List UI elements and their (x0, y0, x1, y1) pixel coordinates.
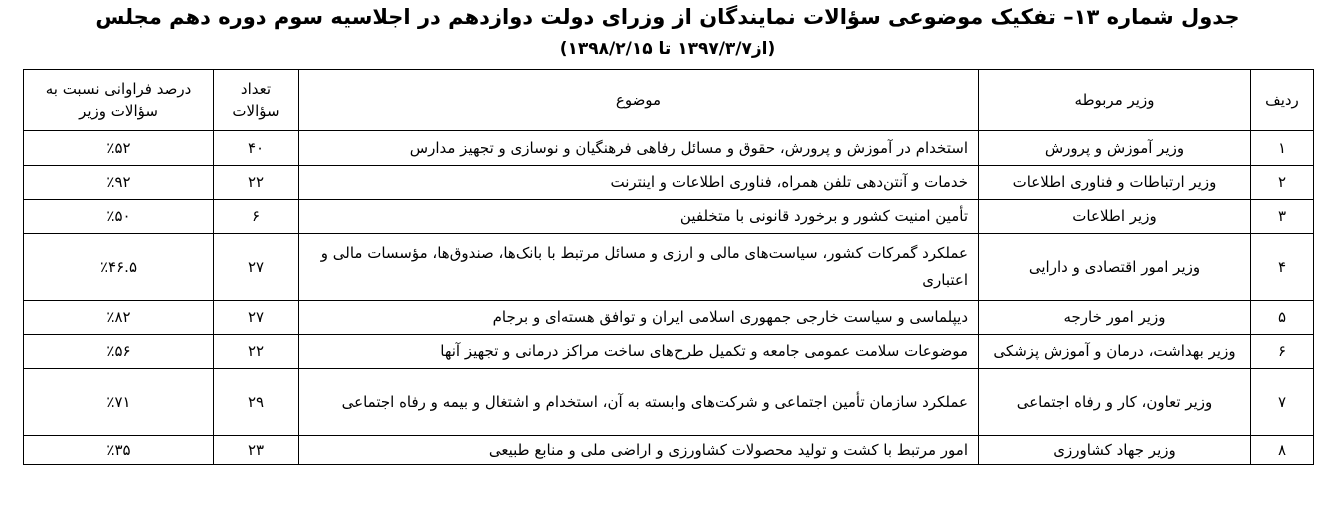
minister-cell: وزیر بهداشت، درمان و آموزش پزشکی (979, 335, 1251, 369)
percent-cell: ٪۵۰ (24, 200, 214, 234)
minister-cell: وزیر ارتباطات و فناوری اطلاعات (979, 166, 1251, 200)
minister-cell: وزیر جهاد کشاورزی (979, 436, 1251, 465)
row-number: ۳ (1251, 200, 1314, 234)
percent-cell: ٪۹۲ (24, 166, 214, 200)
count-cell: ۲۲ (214, 335, 299, 369)
header-minister: وزیر مربوطه (979, 70, 1251, 131)
page-subtitle: (از۱۳۹۷/۳/۷ تا ۱۳۹۸/۲/۱۵) (559, 39, 776, 59)
topic-cell: استخدام در آموزش و پرورش، حقوق و مسائل رفاهی فرهنگیان و نوسازی و تجهیز مدارس (299, 131, 979, 166)
page-title: جدول شماره ۱۳– تفکیک موضوعی سؤالات نمایندگان از وزرای دولت دوازدهم در اجلاسیه سوم دوره دهم مجلس (95, 5, 1240, 29)
row-number: ۱ (1251, 131, 1314, 166)
row-number: ۴ (1251, 234, 1314, 301)
questions-table (23, 69, 1314, 465)
minister-cell: وزیر تعاون، کار و رفاه اجتماعی (979, 369, 1251, 436)
table-row (24, 369, 1314, 436)
table-row (24, 234, 1314, 301)
count-cell: ۲۷ (214, 234, 299, 301)
row-number: ۸ (1251, 436, 1314, 465)
minister-cell: وزیر امور خارجه (979, 301, 1251, 335)
table-row (24, 301, 1314, 335)
topic-cell: تأمین امنیت کشور و برخورد قانونی با متخلفین (299, 200, 979, 234)
table-row (24, 436, 1314, 465)
table-row (24, 200, 1314, 234)
header-count: تعداد سؤالات (214, 70, 299, 131)
header-topic: موضوع (299, 70, 979, 131)
topic-cell: موضوعات سلامت عمومی جامعه و تکمیل طرح‌های ساخت مراکز درمانی و تجهیز آنها (299, 335, 979, 369)
percent-cell: ٪۵۲ (24, 131, 214, 166)
percent-cell: ٪۴۶.۵ (24, 234, 214, 301)
count-cell: ۲۳ (214, 436, 299, 465)
topic-cell: خدمات و آنتن‌دهی تلفن همراه، فناوری اطلاعات و اینترنت (299, 166, 979, 200)
table-row (24, 166, 1314, 200)
row-number: ۲ (1251, 166, 1314, 200)
topic-cell: دیپلماسی و سیاست خارجی جمهوری اسلامی ایران و توافق هسته‌ای و برجام (299, 301, 979, 335)
minister-cell: وزیر آموزش و پرورش (979, 131, 1251, 166)
count-cell: ۲۹ (214, 369, 299, 436)
topic-cell: عملکرد سازمان تأمین اجتماعی و شرکت‌های وابسته به آن، استخدام و اشتغال و بیمه و رفاه اجتماعی (299, 369, 979, 436)
row-number: ۵ (1251, 301, 1314, 335)
table-header-row (24, 70, 1314, 131)
percent-cell: ٪۸۲ (24, 301, 214, 335)
percent-cell: ٪۷۱ (24, 369, 214, 436)
count-cell: ۴۰ (214, 131, 299, 166)
table-row (24, 131, 1314, 166)
table-row (24, 335, 1314, 369)
percent-cell: ٪۳۵ (24, 436, 214, 465)
percent-cell: ٪۵۶ (24, 335, 214, 369)
row-number: ۷ (1251, 369, 1314, 436)
count-cell: ۲۲ (214, 166, 299, 200)
row-number: ۶ (1251, 335, 1314, 369)
topic-cell: عملکرد گمرکات کشور، سیاست‌های مالی و ارزی و مسائل مرتبط با بانک‌ها، صندوق‌ها، مؤسسات مالی و اعتباری (299, 234, 979, 301)
count-cell: ۲۷ (214, 301, 299, 335)
topic-cell: امور مرتبط با کشت و تولید محصولات کشاورزی و اراضی ملی و منابع طبیعی (299, 436, 979, 465)
header-percent: درصد فراوانی نسبت به سؤالات وزیر (24, 70, 214, 131)
count-cell: ۶ (214, 200, 299, 234)
minister-cell: وزیر اطلاعات (979, 200, 1251, 234)
minister-cell: وزیر امور اقتصادی و دارایی (979, 234, 1251, 301)
header-row-number: ردیف (1251, 70, 1314, 131)
